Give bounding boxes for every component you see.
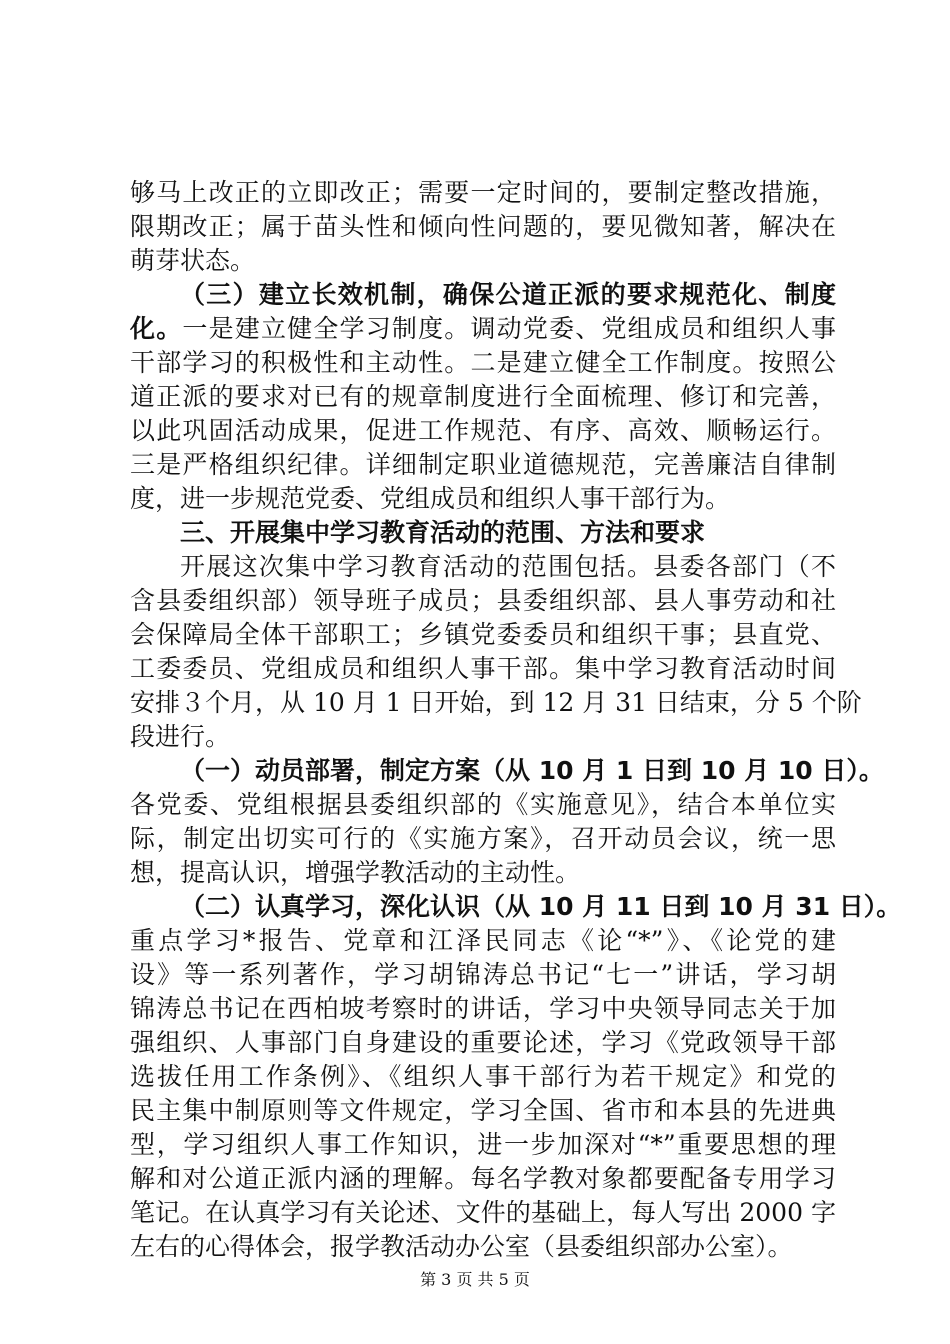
- body-line: 强组织、人事部门自身建设的重要论述，学习《党政领导干部: [130, 1028, 836, 1057]
- body-line: 型，学习组织人事工作知识，进一步加深对“*”重要思想的理: [130, 1130, 836, 1159]
- body-line: 民主集中制原则等文件规定，学习全国、省市和本县的先进典: [130, 1096, 836, 1125]
- body-line: 含县委组织部）领导班子成员；县委组织部、县人事劳动和社: [130, 586, 836, 615]
- heading-tail: 化。: [130, 314, 183, 343]
- body-line: 开展这次集中学习教育活动的范围包括。县委各部门（不: [180, 552, 836, 581]
- body-line: 各党委、党组根据县委组织部的《实施意见》，结合本单位实: [130, 790, 836, 819]
- body-line: 选拔任用工作条例》、《组织人事干部行为若干规定》和党的: [130, 1062, 836, 1091]
- body-line: 际，制定出切实可行的《实施方案》，召开动员会议，统一思: [130, 824, 836, 853]
- body-line: 会保障局全体干部职工；乡镇党委委员和组织干事；县直党、: [130, 620, 836, 649]
- body-line: 想，提高认识，增强学教活动的主动性。: [130, 858, 581, 887]
- body-line: 以此巩固活动成果，促进工作规范、有序、高效、顺畅运行。: [130, 416, 836, 445]
- body-line: 重点学习*报告、党章和江泽民同志《论“*”》、《论党的建: [130, 926, 836, 955]
- body-line: 道正派的要求对已有的规章制度进行全面梳理、修订和完善，: [130, 382, 836, 411]
- body-line: 干部学习的积极性和主动性。二是建立健全工作制度。按照公: [130, 348, 836, 377]
- chapter-heading: 三、开展集中学习教育活动的范围、方法和要求: [180, 518, 706, 547]
- body-text: 一是建立健全学习制度。调动党委、党组成员和组织人事: [182, 314, 836, 343]
- page-number: 第 3 页 共 5 页: [420, 1270, 530, 1289]
- body-line: 锦涛总书记在西柏坡考察时的讲话，学习中央领导同志关于加: [130, 994, 836, 1023]
- body-line: 设》等一系列著作，学习胡锦涛总书记“七一”讲话，学习胡: [130, 960, 836, 989]
- body-line: 工委委员、党组成员和组织人事干部。集中学习教育活动时间: [130, 654, 836, 683]
- body-line: 萌芽状态。: [130, 246, 256, 275]
- body-line: 限期改正；属于苗头性和倾向性问题的，要见微知著，解决在: [130, 212, 836, 241]
- body-line: 安排３个月，从 10 月 1 日开始，到 12 月 31 日结束，分 5 个阶: [130, 688, 862, 717]
- body-line: 左右的心得体会，报学教活动办公室（县委组织部办公室）。: [130, 1232, 793, 1261]
- body-line: 度，进一步规范党委、党组成员和组织人事干部行为。: [130, 484, 731, 513]
- body-line: 三是严格组织纪律。详细制定职业道德规范，完善廉洁自律制: [130, 450, 836, 479]
- body-line: 解和对公道正派内涵的理解。每名学教对象都要配备专用学习: [130, 1164, 836, 1193]
- page-footer: [0, 1270, 950, 1290]
- body-line: [130, 312, 836, 346]
- section-heading: （二）认真学习，深化认识（从 10 月 11 日到 10 月 31 日）。: [180, 892, 902, 921]
- body-line: 笔记。在认真学习有关论述、文件的基础上，每人写出 2000 字: [130, 1198, 836, 1227]
- body-line: 段进行。: [130, 722, 231, 751]
- section-heading: （一）动员部署，制定方案（从 10 月 1 日到 10 月 10 日）。: [180, 756, 884, 785]
- section-heading: （三）建立长效机制，确保公道正派的要求规范化、制度: [180, 280, 836, 309]
- body-line: 够马上改正的立即改正；需要一定时间的，要制定整改措施，: [130, 178, 836, 207]
